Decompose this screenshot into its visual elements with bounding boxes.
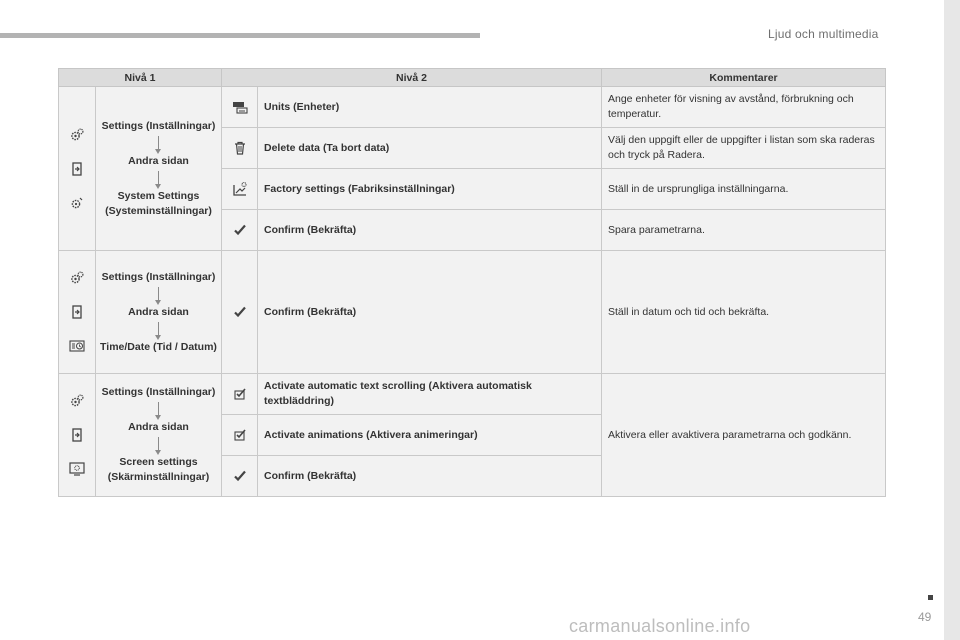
watermark: carmanualsonline.info <box>569 616 751 636</box>
header-bar <box>0 33 480 38</box>
level2-icon-cell <box>222 415 258 456</box>
path-step3: Screen settings (Skärminställningar) <box>107 456 210 483</box>
comment-cell: Ange enheter för visning av avstånd, förbrukning och temperatur. <box>602 87 886 128</box>
checkbox-icon <box>232 427 248 443</box>
comment-cell: Ställ in de ursprungliga inställningarna. <box>602 169 886 210</box>
path-arrow <box>158 287 159 301</box>
table-header-row <box>59 69 886 87</box>
right-margin-strip <box>944 0 960 640</box>
clock-calendar-icon <box>69 338 85 354</box>
path-step2: Andra sidan <box>128 421 189 433</box>
path-arrow <box>158 171 159 185</box>
level1-icons <box>59 251 96 374</box>
table-row <box>59 87 886 128</box>
path-arrow <box>158 322 159 336</box>
path-arrow <box>158 437 159 451</box>
next-page-icon <box>69 304 85 320</box>
settings-table <box>58 68 886 497</box>
level1-path <box>96 87 222 251</box>
level1-icons <box>59 374 96 497</box>
table-row <box>59 374 886 415</box>
screen-settings-icon <box>69 461 85 477</box>
page-marker <box>928 595 933 600</box>
level2-label: Confirm (Bekräfta) <box>258 456 602 497</box>
level2-icon-cell <box>222 374 258 415</box>
page-number: 49 <box>918 610 932 624</box>
path-arrow <box>158 136 159 150</box>
system-settings-icon <box>69 195 85 211</box>
path-step2: Andra sidan <box>128 154 189 167</box>
header-level1: Nivå 1 <box>59 69 222 87</box>
path-step2: Andra sidan <box>128 305 189 318</box>
table-row <box>59 251 886 374</box>
settings-gear-icon <box>69 127 85 143</box>
level2-label: Activate automatic text scrolling (Aktivera automatisk textbläddring) <box>258 374 602 415</box>
level2-icon-cell <box>222 128 258 169</box>
level2-label: Delete data (Ta bort data) <box>258 128 602 169</box>
path-step1: Settings (Inställningar) <box>101 386 216 398</box>
settings-gear-icon <box>69 270 85 286</box>
next-page-icon <box>69 161 85 177</box>
level1-path <box>96 251 222 374</box>
next-page-icon <box>69 427 85 443</box>
checkmark-icon <box>232 304 248 320</box>
settings-gear-icon <box>69 393 85 409</box>
level2-label: Factory settings (Fabriksinställningar) <box>258 169 602 210</box>
level2-label: Confirm (Bekräfta) <box>258 210 602 251</box>
level2-icon-cell <box>222 251 258 374</box>
comment-cell: Ställ in datum och tid och bekräfta. <box>602 251 886 374</box>
level1-icons <box>59 87 96 251</box>
header-comments: Kommentarer <box>602 69 886 87</box>
level2-label: Confirm (Bekräfta) <box>258 251 602 374</box>
level2-icon-cell <box>222 169 258 210</box>
comment-cell: Välj den uppgift eller de uppgifter i listan som ska raderas och tryck på Radera. <box>602 128 886 169</box>
path-step1: Settings (Inställningar) <box>101 270 216 283</box>
path-arrow <box>158 402 159 416</box>
path-step1: Settings (Inställningar) <box>101 119 216 132</box>
level2-label: Activate animations (Aktivera animeringar) <box>258 415 602 456</box>
level2-icon-cell <box>222 456 258 497</box>
level2-icon-cell <box>222 210 258 251</box>
path-step3: Time/Date (Tid / Datum) <box>100 340 217 353</box>
checkmark-icon <box>232 468 248 484</box>
comment-cell: Spara parametrarna. <box>602 210 886 251</box>
level1-path <box>96 374 222 497</box>
comment-cell: Aktivera eller avaktivera parametrarna och godkänn. <box>602 374 886 497</box>
trash-icon <box>232 140 248 156</box>
units-icon <box>232 99 248 115</box>
section-title: Ljud och multimedia <box>768 27 879 41</box>
factory-settings-icon <box>232 181 248 197</box>
checkmark-icon <box>232 222 248 238</box>
level2-label: Units (Enheter) <box>258 87 602 128</box>
path-step3: System Settings (Systeminställningar) <box>105 189 212 217</box>
header-level2: Nivå 2 <box>222 69 602 87</box>
checkbox-icon <box>232 386 248 402</box>
level2-icon-cell <box>222 87 258 128</box>
